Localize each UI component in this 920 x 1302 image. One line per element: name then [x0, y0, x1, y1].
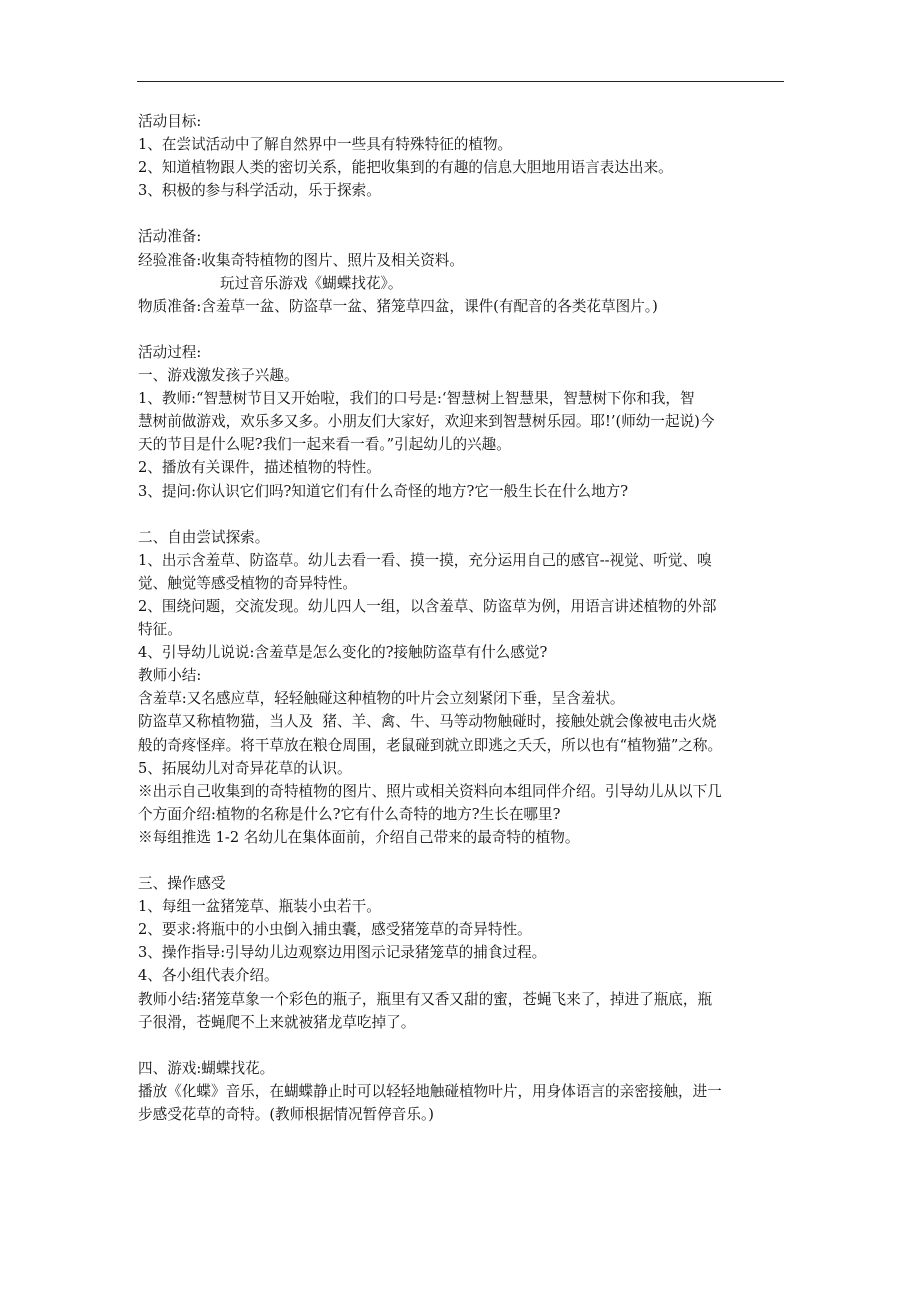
goal-line: 3、积极的参与科学活动，乐于探索。 [138, 182, 381, 200]
goals-heading: 活动目标: [138, 113, 202, 130]
prep-experience-2: 玩过音乐游戏《蝴蝶找花》。 [220, 274, 403, 292]
header-rule [137, 81, 784, 82]
part2-line: 4、引导幼儿说说:含羞草是怎么变化的?接触防盗草有什么感觉? [138, 644, 548, 662]
prep-heading: 活动准备: [138, 228, 202, 246]
process-heading: 活动过程: [138, 343, 202, 361]
goal-line: 2、知道植物跟人类的密切关系，能把收集到的有趣的信息大胆地用语言表达出来。 [138, 159, 673, 177]
part2-line: 5、拓展幼儿对奇异花草的认识。 [138, 759, 352, 777]
part2-line: ※每组推选 1-2 名幼儿在集体面前，介绍自己带来的最奇特的植物。 [138, 828, 580, 846]
part1-line: 2、播放有关课件，描述植物的特性。 [138, 459, 381, 477]
part2-line: 防盗草又称植物猫，当人及 猪、羊、禽、牛、马等动物触碰时，接触处就会像被电击火烧 [138, 713, 717, 731]
part2-line: 般的奇疼怪痒。将干草放在粮仓周围，老鼠碰到就立即逃之夭夭，所以也有“植物猫”之称。 [138, 736, 723, 754]
part2-line: ※出示自己收集到的奇特植物的图片、照片或相关资料向本组同伴介绍。引导幼儿从以下几 [138, 782, 722, 800]
part1-line: 3、提问:你认识它们吗?知道它们有什么奇怪的地方?它一般生长在什么地方? [138, 482, 629, 500]
part4-line: 步感受花草的奇特。(教师根据情况暂停音乐。) [138, 1106, 434, 1124]
part1-title: 一、游戏激发孩子兴趣。 [138, 367, 299, 385]
spacer [138, 849, 788, 872]
part1-line: 慧树前做游戏，欢乐多又多。小朋友们大家好，欢迎来到智慧树乐园。耶!’(师幼一起说)今 [138, 413, 715, 431]
spacer [138, 1034, 788, 1057]
part2-line: 含羞草:又名感应草，轻轻触碰这种植物的叶片会立刻紧闭下垂，呈含羞状。 [138, 690, 625, 708]
part2-line: 特征。 [138, 621, 182, 639]
part3-line: 教师小结:猪笼草象一个彩色的瓶子，瓶里有又香又甜的蜜，苍蝇飞来了，掉进了瓶底，瓶 [138, 990, 713, 1008]
part3-line: 4、各小组代表介绍。 [138, 967, 279, 985]
part2-line: 1、出示含羞草、防盗草。幼儿去看一看、摸一摸，充分运用自己的感官--视觉、听觉、嗅 [138, 551, 712, 569]
part3-line: 3、操作指导:引导幼儿边观察边用图示记录猪笼草的捕食过程。 [138, 944, 547, 962]
part2-line: 教师小结: [138, 667, 202, 685]
part2-line: 个方面介绍:植物的名称是什么?它有什么奇特的地方?生长在哪里? [138, 805, 561, 823]
spacer [138, 503, 788, 526]
part1-line: 天的节目是什么呢?我们一起来看一看。”引起幼儿的兴趣。 [138, 436, 511, 454]
part4-title: 四、游戏:蝴蝶找花。 [138, 1059, 275, 1077]
part1-line: 1、教师:“智慧树节目又开始啦，我们的口号是:‘智慧树上智慧果，智慧树下你和我，智 [138, 390, 695, 408]
prep-experience: 经验准备:收集奇特植物的图片、照片及相关资料。 [138, 251, 464, 269]
part2-line: 觉、触觉等感受植物的奇异特性。 [138, 574, 357, 592]
part3-title: 三、操作感受 [138, 875, 226, 893]
spacer [138, 202, 788, 225]
goal-line: 1、在尝试活动中了解自然界中一些具有特殊特征的植物。 [138, 136, 513, 154]
part2-title: 二、自由尝试探索。 [138, 528, 270, 546]
part3-line: 1、每组一盆猪笼草、瓶装小虫若干。 [138, 898, 381, 916]
part3-line: 子很滑，苍蝇爬不上来就被猪龙草吃掉了。 [138, 1013, 416, 1031]
part4-line: 播放《化蝶》音乐，在蝴蝶静止时可以轻轻地触碰植物叶片，用身体语言的亲密接触，进一 [138, 1082, 722, 1100]
document-body [138, 110, 788, 1126]
prep-materials: 物质准备:含羞草一盆、防盗草一盆、猪笼草四盆，课件(有配音的各类花草图片。) [138, 297, 658, 315]
part2-line: 2、围绕问题，交流发现。幼儿四人一组，以含羞草、防盗草为例，用语言讲述植物的外部 [138, 597, 717, 615]
spacer [138, 318, 788, 341]
part3-line: 2、要求:将瓶中的小虫倒入捕虫囊，感受猪笼草的奇异特性。 [138, 921, 532, 939]
